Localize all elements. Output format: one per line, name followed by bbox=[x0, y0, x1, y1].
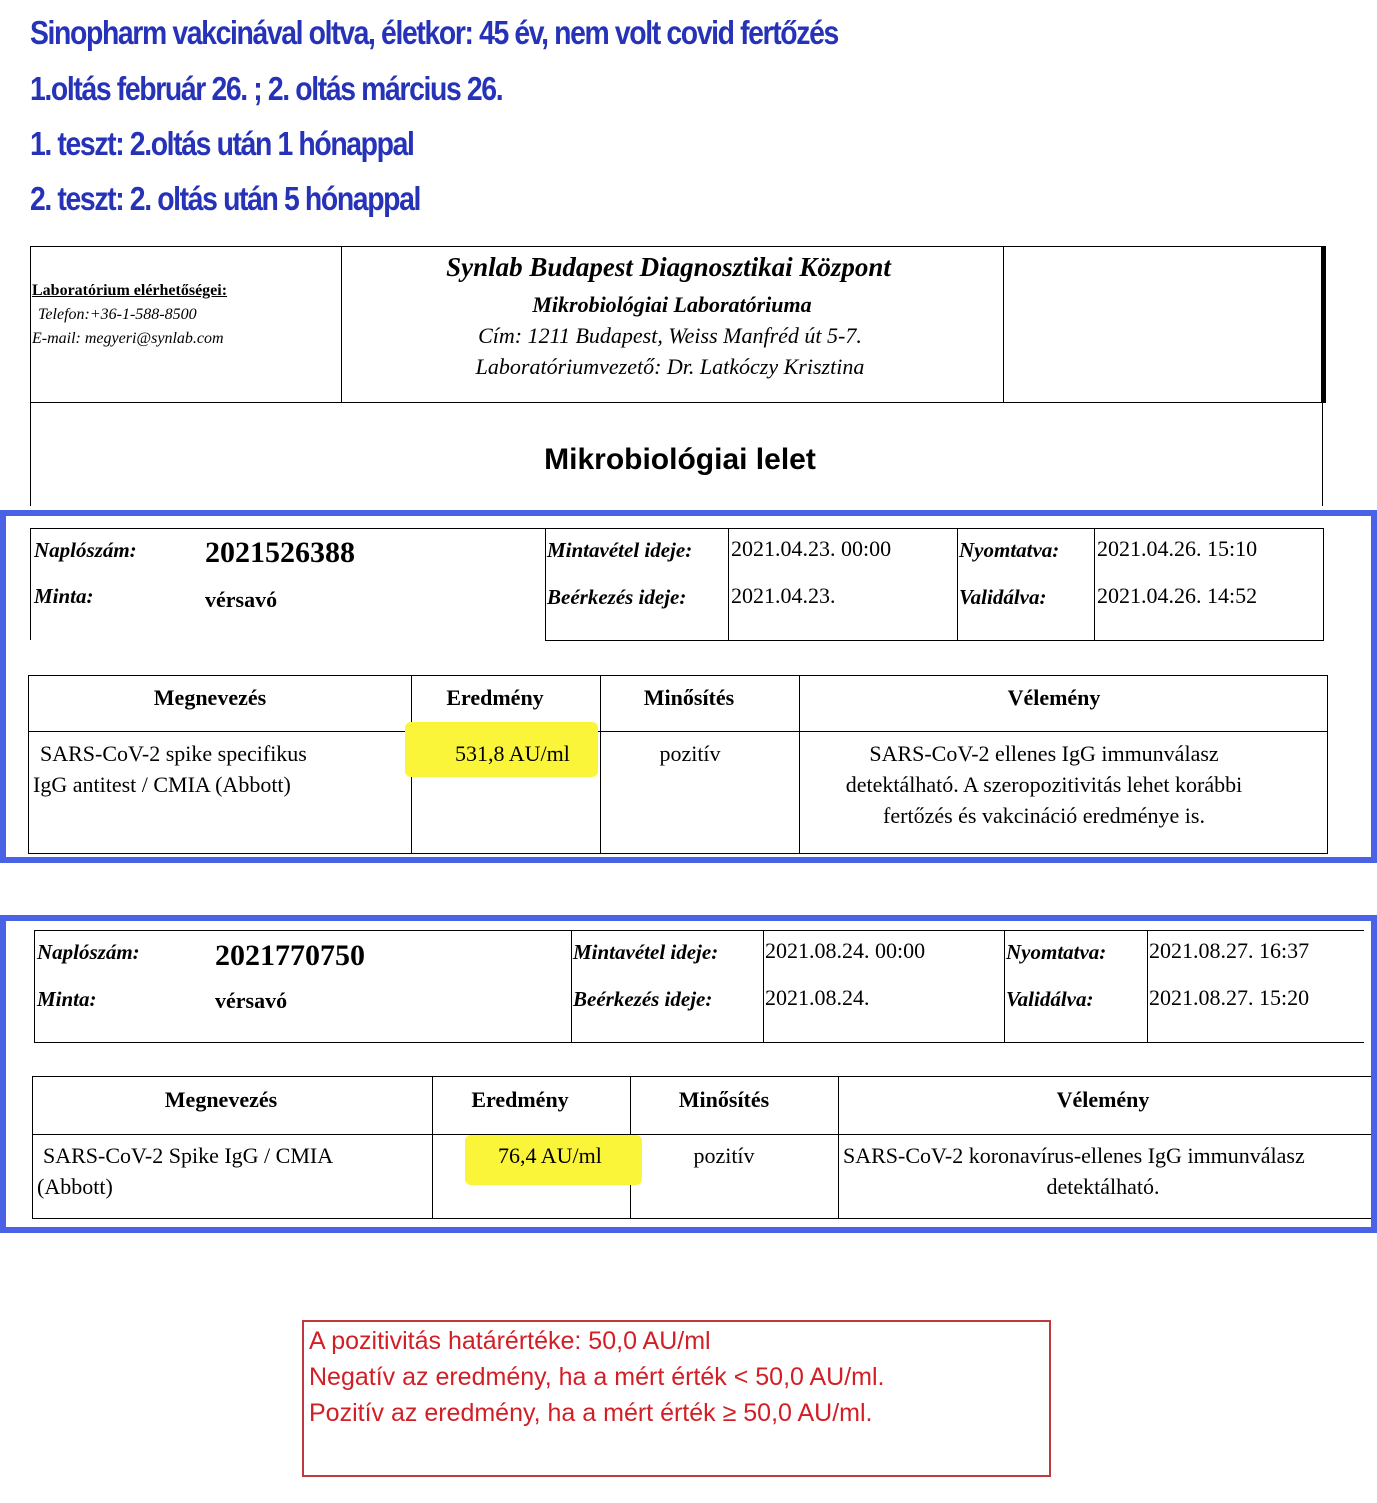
header-line-4: 2. teszt: 2. oltás után 5 hónappal bbox=[30, 180, 421, 217]
label-naplo: Naplószám: bbox=[34, 538, 137, 562]
minta-value-2: vérsavó bbox=[215, 988, 288, 1013]
col-qual: Minősítés bbox=[643, 685, 735, 710]
label-nyomtatva-2: Nyomtatva: bbox=[1006, 940, 1107, 964]
label-beerkezes: Beérkezés ideje: bbox=[547, 585, 687, 609]
label-beerkezes-2: Beérkezés ideje: bbox=[573, 987, 713, 1011]
col-result-2: Eredmény bbox=[471, 1087, 569, 1112]
test-name-2-line2: (Abbott) bbox=[37, 1174, 113, 1199]
lab-phone: Telefon:+36-1-588-8500 bbox=[38, 306, 197, 323]
nyomtatva-value: 2021.04.26. 15:10 bbox=[1097, 536, 1258, 561]
test-name-line1: SARS-CoV-2 spike specifikus bbox=[40, 741, 307, 766]
col-name-2: Megnevezés bbox=[164, 1087, 278, 1112]
note-line-3: Pozitív az eredmény, ha a mért érték ≥ 50,0 AU/ml. bbox=[309, 1399, 873, 1427]
note-line-2: Negatív az eredmény, ha a mért érték < 50,0 AU/ml. bbox=[309, 1363, 885, 1391]
opinion-line2: detektálható. A szeropozitivitás lehet korábbi bbox=[845, 772, 1243, 797]
qual-value-2: pozitív bbox=[693, 1143, 755, 1168]
col-result: Eredmény bbox=[446, 685, 544, 710]
qual-value: pozitív bbox=[659, 741, 721, 766]
note-line-1: A pozitivitás határértéke: 50,0 AU/ml bbox=[309, 1327, 711, 1355]
mintavetel-value: 2021.04.23. 00:00 bbox=[731, 536, 892, 561]
beerkezes-value-2: 2021.08.24. bbox=[765, 985, 870, 1010]
col-name: Megnevezés bbox=[153, 685, 267, 710]
validalva-value: 2021.04.26. 14:52 bbox=[1097, 583, 1258, 608]
label-minta-2: Minta: bbox=[37, 987, 97, 1011]
opinion-2-line1: SARS-CoV-2 koronavírus-ellenes IgG immunválasz bbox=[843, 1143, 1305, 1168]
header-line-3: 1. teszt: 2.oltás után 1 hónappal bbox=[30, 125, 414, 162]
naplo-value-2: 2021770750 bbox=[215, 939, 365, 972]
lab-email: E-mail: megyeri@synlab.com bbox=[32, 330, 224, 347]
header-line-2: 1.oltás február 26. ; 2. oltás március 26. bbox=[30, 70, 503, 107]
opinion-line1: SARS-CoV-2 ellenes IgG immunválasz bbox=[869, 741, 1219, 766]
beerkezes-value: 2021.04.23. bbox=[731, 583, 836, 608]
lab-name: Synlab Budapest Diagnosztikai Központ bbox=[446, 252, 891, 282]
lab-head: Laboratóriumvezető: Dr. Latkóczy Krisztina bbox=[475, 354, 865, 379]
mintavetel-value-2: 2021.08.24. 00:00 bbox=[765, 938, 926, 963]
test-name-line2: IgG antitest / CMIA (Abbott) bbox=[33, 772, 291, 797]
label-validalva: Validálva: bbox=[959, 585, 1047, 609]
opinion-line3: fertőzés és vakcináció eredménye is. bbox=[883, 803, 1205, 828]
col-qual-2: Minősítés bbox=[678, 1087, 770, 1112]
threshold-note bbox=[302, 1320, 1051, 1477]
header-line-1: Sinopharm vakcinával oltva, életkor: 45 év, nem volt covid fertőzés bbox=[30, 14, 838, 51]
nyomtatva-value-2: 2021.08.27. 16:37 bbox=[1149, 938, 1310, 963]
label-nyomtatva: Nyomtatva: bbox=[959, 538, 1060, 562]
contact-title: Laboratórium elérhetőségei: bbox=[32, 282, 228, 299]
validalva-value-2: 2021.08.27. 15:20 bbox=[1149, 985, 1310, 1010]
test-name-2-line1: SARS-CoV-2 Spike IgG / CMIA bbox=[43, 1143, 334, 1168]
col-opinion-2: Vélemény bbox=[1056, 1087, 1150, 1112]
label-minta: Minta: bbox=[34, 584, 94, 608]
label-mintavetel-2: Mintavétel ideje: bbox=[573, 940, 719, 964]
label-validalva-2: Validálva: bbox=[1006, 987, 1094, 1011]
label-mintavetel: Mintavétel ideje: bbox=[547, 538, 693, 562]
lab-address: Cím: 1211 Budapest, Weiss Manfréd út 5-7. bbox=[478, 323, 862, 348]
report-1-frame bbox=[0, 510, 1377, 863]
minta-value: vérsavó bbox=[205, 587, 278, 612]
label-naplo-2: Naplószám: bbox=[37, 940, 140, 964]
col-opinion: Vélemény bbox=[1007, 685, 1101, 710]
report-2-frame bbox=[0, 915, 1377, 1233]
result-value: 531,8 AU/ml bbox=[455, 741, 570, 766]
lab-dept: Mikrobiológiai Laboratóriuma bbox=[532, 292, 812, 317]
report-title: Mikrobiológiai lelet bbox=[544, 443, 816, 476]
result-value-2: 76,4 AU/ml bbox=[498, 1143, 602, 1168]
naplo-value: 2021526388 bbox=[205, 536, 355, 569]
opinion-2-line2: detektálható. bbox=[1046, 1174, 1160, 1199]
